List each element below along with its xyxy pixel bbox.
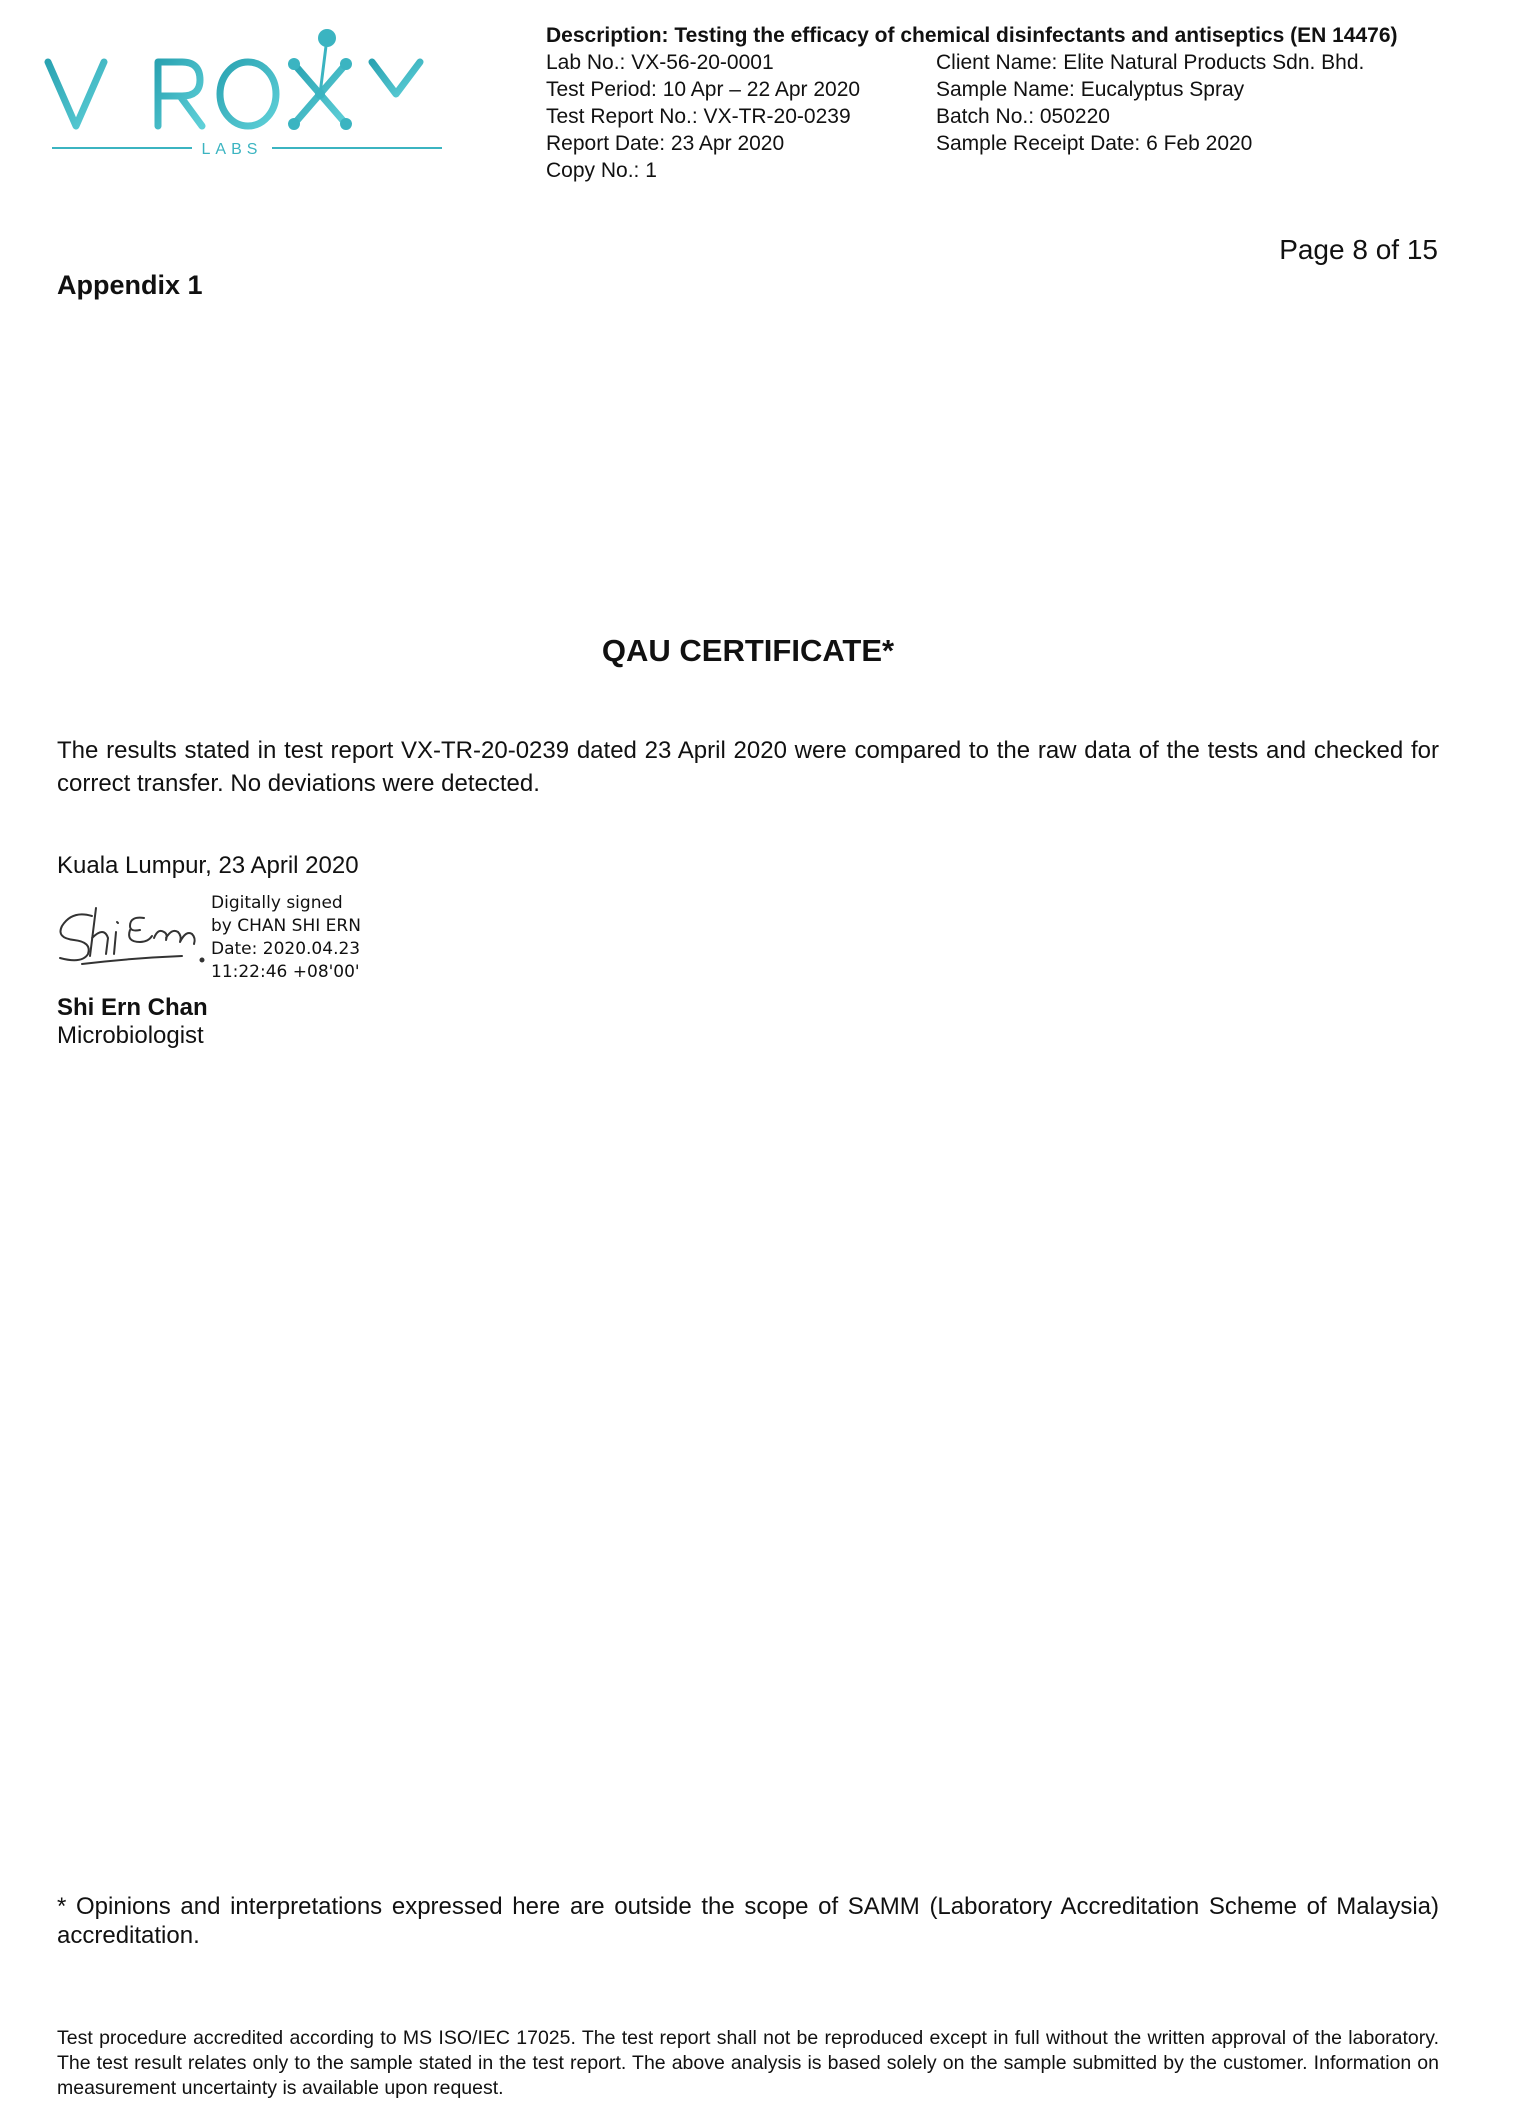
signature-line-3: Date: 2020.04.23 <box>211 939 361 959</box>
handwritten-signature <box>52 898 212 970</box>
lab-no: Lab No.: VX-56-20-0001 <box>546 51 774 74</box>
certificate-statement: The results stated in test report VX-TR-20-0239 dated 23 April 2020 were compared to the raw data of the tests and checked for correct transfer. No deviations were detected. <box>57 737 1439 797</box>
report-date: Report Date: 23 Apr 2020 <box>546 132 785 155</box>
appendix-heading: Appendix 1 <box>57 270 203 300</box>
page-number: Page 8 of 15 <box>1279 234 1438 265</box>
signature-line-2: by CHAN SHI ERN <box>211 916 361 936</box>
certificate-title: QAU CERTIFICATE* <box>601 633 895 668</box>
logo-subtext: LABS <box>201 141 263 158</box>
digital-signature-block <box>211 892 361 984</box>
place-date: Kuala Lumpur, 23 April 2020 <box>57 852 359 879</box>
page-footer: Test procedure accredited according to MS ISO/IEC 17025. The test report shall not be reproduced except in full without the written approval of the laboratory. The test result relates only to the sample stated in the test report. The above analysis is based solely on the sample submitted by the customer. Information on measurement uncertainty is available upon request. <box>57 2027 1439 2099</box>
signature-line-4: 11:22:46 +08'00' <box>211 962 360 982</box>
header-left-column <box>546 49 936 184</box>
accreditation-footnote: * Opinions and interpretations expressed here are outside the scope of SAMM (Laboratory Accreditation Scheme of Malaysia) accreditation. <box>57 1893 1439 1949</box>
report-description: Description: Testing the efficacy of chemical disinfectants and antiseptics (EN 14476) <box>546 24 1398 47</box>
signature-line-1: Digitally signed <box>211 893 343 913</box>
header-right-column <box>936 49 1364 184</box>
test-period: Test Period: 10 Apr – 22 Apr 2020 <box>546 78 861 101</box>
client-name: Client Name: Elite Natural Products Sdn. Bhd. <box>936 51 1365 74</box>
copy-no: Copy No.: 1 <box>546 159 657 182</box>
signer-name: Shi Ern Chan <box>57 994 208 1021</box>
sample-receipt-date: Sample Receipt Date: 6 Feb 2020 <box>936 132 1253 155</box>
test-report-no: Test Report No.: VX-TR-20-0239 <box>546 105 851 128</box>
report-header <box>546 22 1486 184</box>
signer-title: Microbiologist <box>57 1022 204 1049</box>
batch-no: Batch No.: 050220 <box>936 105 1110 128</box>
company-logo <box>42 28 482 168</box>
sample-name: Sample Name: Eucalyptus Spray <box>936 78 1245 101</box>
